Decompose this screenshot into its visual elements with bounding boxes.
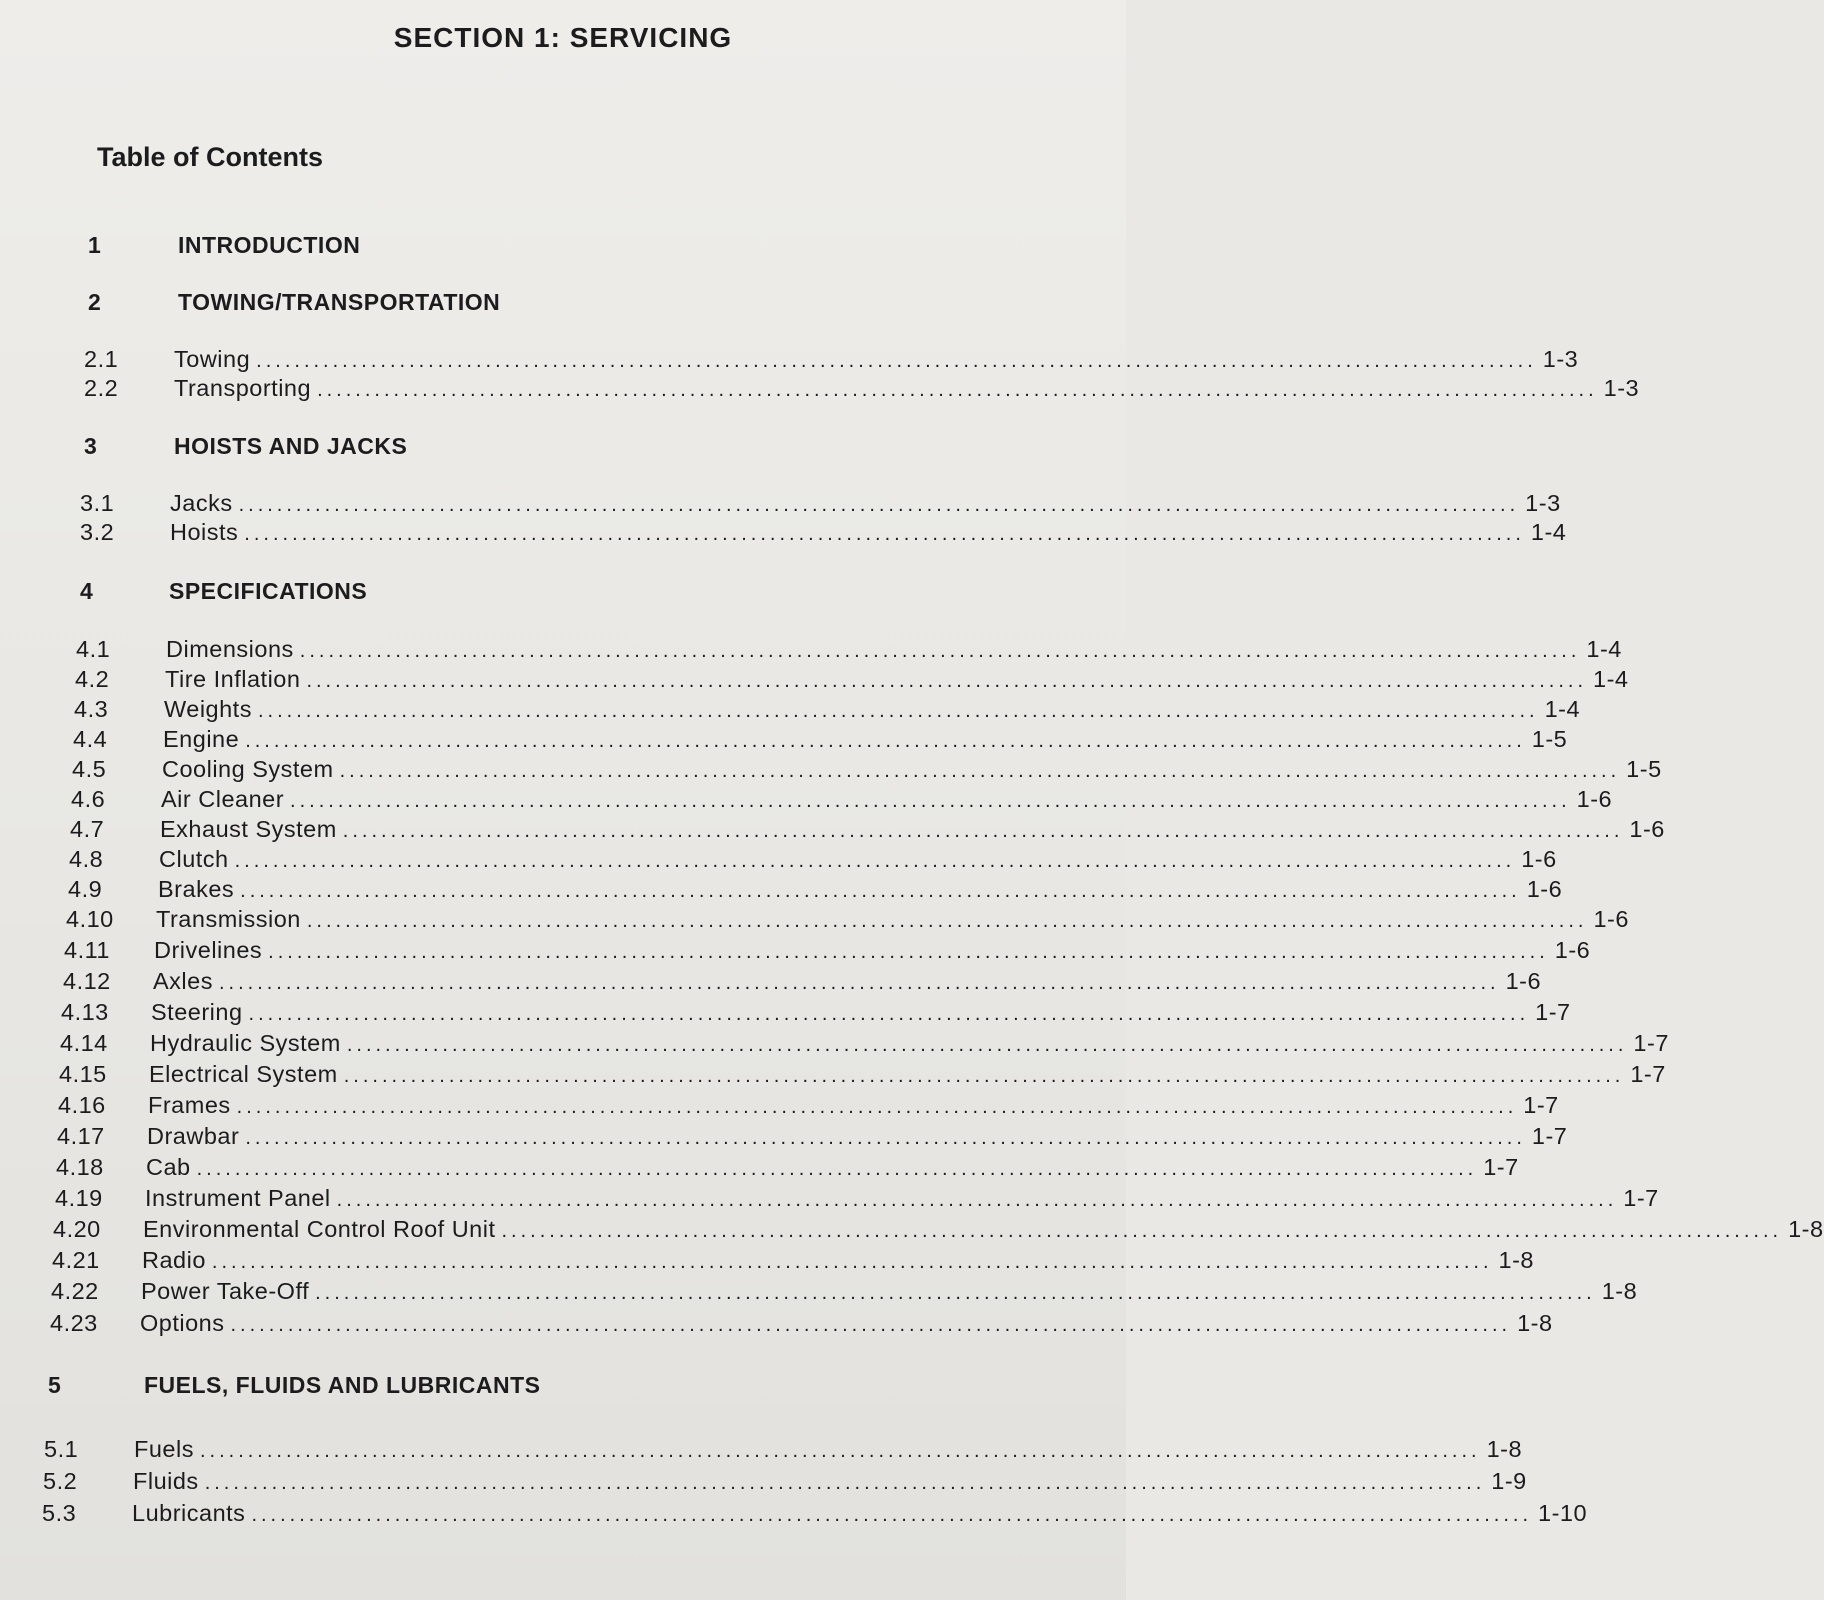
toc-entry bbox=[44, 1436, 1523, 1463]
dot-leader: ...................................................................................................................................... bbox=[343, 1065, 1625, 1087]
dot-leader: ...................................................................................................................................... bbox=[234, 850, 1516, 872]
toc-entry bbox=[84, 346, 1579, 373]
section-3-heading: HOISTS AND JACKS bbox=[174, 433, 408, 459]
entry-number: 4.11 bbox=[64, 937, 110, 963]
page-title: SECTION 1: SERVICING bbox=[393, 22, 733, 53]
entry-label: Cooling System bbox=[162, 756, 334, 782]
entry-label: Options bbox=[140, 1310, 225, 1336]
entry-label: Hydraulic System bbox=[150, 1030, 341, 1056]
entry-label: Jacks bbox=[170, 490, 233, 516]
toc-entry bbox=[74, 696, 1581, 723]
entry-label: Steering bbox=[151, 999, 243, 1025]
toc-entry bbox=[57, 1123, 1568, 1150]
toc-entry bbox=[84, 375, 1640, 402]
entry-number: 4.4 bbox=[73, 726, 108, 752]
entry-label: Instrument Panel bbox=[145, 1185, 331, 1211]
entry-page: 1-4 bbox=[1586, 636, 1622, 662]
dot-leader: ...................................................................................................................................... bbox=[501, 1220, 1783, 1242]
entry-label: Transmission bbox=[156, 906, 301, 932]
entry-page: 1-8 bbox=[1601, 1278, 1638, 1304]
entry-page: 1-7 bbox=[1535, 999, 1571, 1025]
entry-label: Fuels bbox=[134, 1436, 194, 1462]
entry-label: Power Take-Off bbox=[141, 1278, 310, 1304]
entry-number: 4.9 bbox=[68, 876, 103, 902]
dot-leader: ...................................................................................................................................... bbox=[346, 1034, 1628, 1056]
entry-label: Air Cleaner bbox=[161, 786, 285, 812]
entry-page: 1-3 bbox=[1542, 346, 1579, 372]
toc-entry bbox=[73, 726, 1568, 753]
dot-leader: ...................................................................................................................................... bbox=[306, 670, 1588, 692]
entry-page: 1-8 bbox=[1498, 1247, 1534, 1273]
toc-entry bbox=[63, 968, 1542, 995]
toc-entry bbox=[80, 519, 1567, 546]
dot-leader: ...................................................................................................................................... bbox=[339, 760, 1621, 782]
section-1-heading: INTRODUCTION bbox=[178, 232, 361, 258]
toc-entry bbox=[71, 786, 1613, 813]
entry-page: 1-6 bbox=[1526, 876, 1563, 902]
entry-number: 4.10 bbox=[66, 906, 114, 932]
dot-leader: ...................................................................................................................................... bbox=[218, 972, 1500, 994]
entry-label: Engine bbox=[163, 726, 240, 752]
section-5-number: 5 bbox=[48, 1372, 61, 1398]
entry-label: Exhaust System bbox=[160, 816, 337, 842]
toc-entry bbox=[61, 999, 1571, 1026]
entry-page: 1-7 bbox=[1523, 1092, 1559, 1118]
entry-label: Weights bbox=[164, 696, 252, 722]
dot-leader: ...................................................................................................................................... bbox=[244, 523, 1525, 545]
entry-number: 4.7 bbox=[70, 816, 105, 842]
entry-number: 4.6 bbox=[71, 786, 106, 812]
toc-entry bbox=[58, 1092, 1559, 1119]
dot-leader: ...................................................................................................................................... bbox=[315, 1282, 1596, 1304]
dot-leader: ...................................................................................................................................... bbox=[211, 1251, 1493, 1273]
entry-label: Tire Inflation bbox=[165, 666, 301, 692]
entry-page: 1-6 bbox=[1505, 968, 1542, 994]
section-5-heading: FUELS, FLUIDS AND LUBRICANTS bbox=[144, 1372, 541, 1398]
toc-entry bbox=[55, 1185, 1659, 1212]
section-3-number: 3 bbox=[84, 433, 97, 459]
entry-page: 1-6 bbox=[1554, 937, 1591, 963]
section-2-number: 2 bbox=[88, 289, 101, 315]
entry-number: 4.22 bbox=[51, 1278, 99, 1304]
entry-number: 5.3 bbox=[42, 1500, 77, 1526]
dot-leader: ...................................................................................................................................... bbox=[290, 790, 1571, 812]
entry-label: Dimensions bbox=[166, 636, 294, 662]
entry-number: 3.1 bbox=[80, 490, 115, 516]
dot-leader: ...................................................................................................................................... bbox=[245, 730, 1526, 752]
entry-label: Frames bbox=[148, 1092, 231, 1118]
entry-number: 4.19 bbox=[55, 1185, 103, 1211]
entry-page: 1-6 bbox=[1576, 786, 1613, 812]
dot-leader: ...................................................................................................................................... bbox=[230, 1314, 1512, 1336]
entry-page: 1-6 bbox=[1521, 846, 1557, 872]
entry-number: 3.2 bbox=[80, 519, 115, 545]
toc-entry bbox=[80, 490, 1561, 517]
entry-label: Clutch bbox=[159, 846, 229, 872]
toc-entry bbox=[72, 756, 1662, 783]
entry-page: 1-9 bbox=[1491, 1468, 1527, 1494]
toc-entry bbox=[60, 1030, 1669, 1057]
entry-page: 1-5 bbox=[1626, 756, 1662, 782]
dot-leader: ...................................................................................................................................... bbox=[240, 880, 1521, 902]
dot-leader: ...................................................................................................................................... bbox=[199, 1440, 1481, 1462]
toc-entry bbox=[64, 937, 1591, 964]
entry-page: 1-8 bbox=[1486, 1436, 1523, 1462]
entry-number: 4.12 bbox=[63, 968, 111, 994]
entry-page: 1-4 bbox=[1544, 696, 1581, 722]
dot-leader: ...................................................................................................................................... bbox=[236, 1096, 1518, 1118]
entry-number: 4.20 bbox=[53, 1216, 101, 1242]
entry-number: 4.16 bbox=[58, 1092, 106, 1118]
entry-page: 1-4 bbox=[1593, 666, 1629, 692]
toc-title: Table of Contents bbox=[97, 142, 323, 172]
dot-leader: ...................................................................................................................................... bbox=[268, 941, 1549, 963]
entry-page: 1-3 bbox=[1603, 375, 1640, 401]
dot-leader: ...................................................................................................................................... bbox=[257, 700, 1539, 722]
entry-number: 2.1 bbox=[84, 346, 119, 372]
entry-page: 1-8 bbox=[1788, 1216, 1824, 1242]
entry-page: 1-5 bbox=[1531, 726, 1568, 752]
entry-page: 1-7 bbox=[1531, 1123, 1568, 1149]
entry-number: 4.2 bbox=[75, 666, 110, 692]
entry-label: Lubricants bbox=[132, 1500, 246, 1526]
entry-label: Cab bbox=[146, 1154, 191, 1180]
dot-leader: ...................................................................................................................................... bbox=[336, 1189, 1618, 1211]
toc-entry bbox=[66, 906, 1629, 933]
entry-page: 1-7 bbox=[1623, 1185, 1659, 1211]
toc-entry bbox=[50, 1310, 1553, 1337]
toc-entry bbox=[42, 1500, 1588, 1527]
entry-label: Environmental Control Roof Unit bbox=[143, 1216, 496, 1242]
entry-number: 4.1 bbox=[76, 636, 111, 662]
dot-leader: ...................................................................................................................................... bbox=[204, 1472, 1486, 1494]
entry-label: Hoists bbox=[170, 519, 239, 545]
entry-number: 4.5 bbox=[72, 756, 107, 782]
entry-page: 1-7 bbox=[1483, 1154, 1519, 1180]
entry-number: 4.21 bbox=[52, 1247, 100, 1273]
entry-label: Fluids bbox=[133, 1468, 199, 1494]
entry-page: 1-10 bbox=[1538, 1500, 1588, 1526]
entry-number: 4.14 bbox=[60, 1030, 108, 1056]
dot-leader: ...................................................................................................................................... bbox=[342, 820, 1624, 842]
entry-label: Drawbar bbox=[147, 1123, 240, 1149]
entry-page: 1-6 bbox=[1629, 816, 1665, 842]
entry-number: 4.3 bbox=[74, 696, 109, 722]
entry-label: Brakes bbox=[158, 876, 235, 902]
entry-number: 4.17 bbox=[57, 1123, 105, 1149]
entry-number: 4.23 bbox=[50, 1310, 98, 1336]
entry-number: 4.15 bbox=[59, 1061, 107, 1087]
entry-number: 2.2 bbox=[84, 375, 119, 401]
entry-page: 1-4 bbox=[1530, 519, 1567, 545]
toc-entry bbox=[56, 1154, 1519, 1181]
entry-number: 5.1 bbox=[44, 1436, 79, 1462]
toc-entry bbox=[52, 1247, 1534, 1274]
toc-entry bbox=[59, 1061, 1666, 1088]
entry-page: 1-3 bbox=[1525, 490, 1561, 516]
dot-leader: ...................................................................................................................................... bbox=[256, 350, 1537, 372]
entry-label: Axles bbox=[153, 968, 213, 994]
entry-page: 1-7 bbox=[1633, 1030, 1669, 1056]
section-4-number: 4 bbox=[80, 578, 93, 604]
section-4-heading: SPECIFICATIONS bbox=[169, 578, 368, 604]
dot-leader: ...................................................................................................................................... bbox=[299, 640, 1581, 662]
section-2-heading: TOWING/TRANSPORTATION bbox=[178, 289, 501, 315]
dot-leader: ...................................................................................................................................... bbox=[317, 379, 1598, 401]
entry-number: 4.13 bbox=[61, 999, 109, 1025]
toc-entry bbox=[68, 876, 1563, 903]
dot-leader: ...................................................................................................................................... bbox=[306, 910, 1588, 932]
toc-entry bbox=[53, 1216, 1824, 1243]
entry-label: Drivelines bbox=[154, 937, 263, 963]
dot-leader: ...................................................................................................................................... bbox=[196, 1158, 1478, 1180]
toc-entry bbox=[70, 816, 1665, 843]
section-1-number: 1 bbox=[88, 232, 101, 258]
entry-number: 4.8 bbox=[69, 846, 104, 872]
toc-entry bbox=[69, 846, 1557, 873]
toc-entry bbox=[51, 1278, 1638, 1305]
toc-entry bbox=[43, 1468, 1527, 1495]
entry-label: Radio bbox=[142, 1247, 206, 1273]
entry-page: 1-6 bbox=[1593, 906, 1629, 932]
entry-label: Towing bbox=[174, 346, 251, 372]
entry-page: 1-8 bbox=[1517, 1310, 1553, 1336]
entry-label: Electrical System bbox=[149, 1061, 338, 1087]
toc-entry bbox=[75, 666, 1629, 693]
entry-label: Transporting bbox=[174, 375, 312, 401]
dot-leader: ...................................................................................................................................... bbox=[238, 494, 1520, 516]
entry-page: 1-7 bbox=[1630, 1061, 1666, 1087]
entry-number: 5.2 bbox=[43, 1468, 78, 1494]
toc-entry bbox=[76, 636, 1622, 663]
dot-leader: ...................................................................................................................................... bbox=[245, 1127, 1526, 1149]
dot-leader: ...................................................................................................................................... bbox=[251, 1504, 1533, 1526]
dot-leader: ...................................................................................................................................... bbox=[248, 1003, 1530, 1025]
entry-number: 4.18 bbox=[56, 1154, 104, 1180]
